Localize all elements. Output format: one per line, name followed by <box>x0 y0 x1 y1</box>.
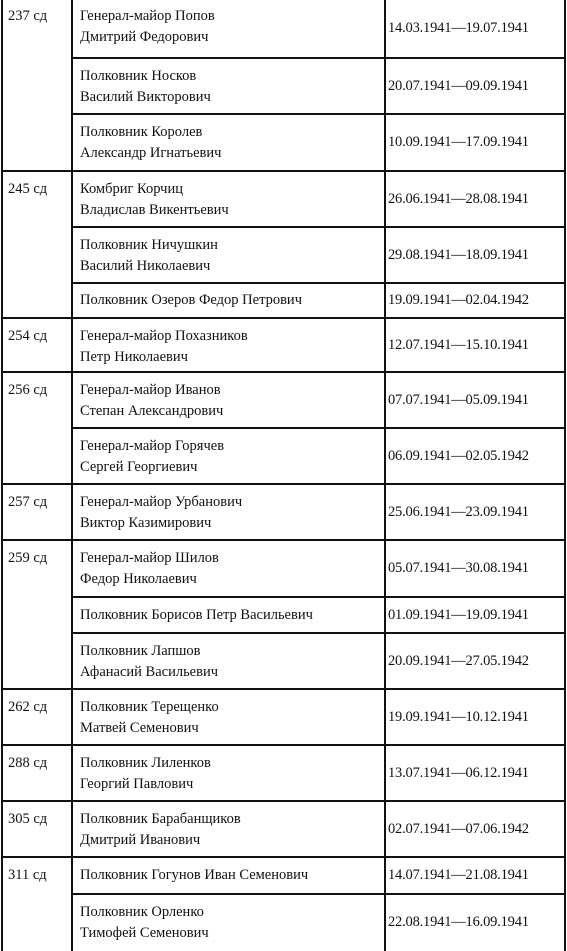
commander-name-line2: Александр Игнатьевич <box>80 145 222 161</box>
commander-name-line2: Степан Александрович <box>80 403 224 419</box>
commander-name-line2: Василий Николаевич <box>80 258 211 274</box>
unit-cell: 245 сд <box>8 181 48 197</box>
unit-cell: 305 сд <box>8 811 48 827</box>
commander-name-line1: Полковник Терещенко <box>80 699 219 715</box>
name-cell <box>72 633 385 689</box>
name-cell <box>72 689 385 745</box>
commander-name-line1: Генерал-майор Урбанович <box>80 494 243 510</box>
date-range-cell: 02.07.1941—07.06.1942 <box>388 820 529 837</box>
commander-name-line1: Полковник Гогунов Иван Семенович <box>80 867 309 883</box>
unit-column-divider <box>71 0 73 951</box>
commander-name-line2: Матвей Семенович <box>80 720 199 736</box>
unit-cell: 257 сд <box>8 494 48 510</box>
commander-name-line2: Георгий Павлович <box>80 776 194 792</box>
commander-name-line2: Дмитрий Иванович <box>80 832 201 848</box>
name-cell <box>72 484 385 540</box>
date-range-cell: 14.07.1941—21.08.1941 <box>388 867 529 883</box>
date-range-cell: 10.09.1941—17.09.1941 <box>388 134 529 150</box>
unit-cell: 311 сд <box>8 867 47 883</box>
name-cell <box>72 428 385 484</box>
unit-cell: 288 сд <box>8 755 48 771</box>
date-range-cell: 29.08.1941—18.09.1941 <box>388 246 529 263</box>
name-cell <box>72 0 385 58</box>
date-range-cell: 01.09.1941—19.09.1941 <box>388 606 529 623</box>
unit-cell: 256 сд <box>8 382 48 398</box>
commander-name-line2: Виктор Казимирович <box>80 515 212 531</box>
name-cell <box>72 540 385 597</box>
date-range-cell: 20.07.1941—09.09.1941 <box>388 77 529 94</box>
name-cell <box>72 801 385 857</box>
commander-name-line2: Сергей Георгиевич <box>80 459 198 475</box>
commander-name-line1: Полковник Лиленков <box>80 755 211 771</box>
name-cell <box>72 114 385 171</box>
date-range-cell: 19.09.1941—10.12.1941 <box>388 708 529 725</box>
commander-name-line1: Генерал-майор Похазников <box>80 328 248 344</box>
date-range-cell: 07.07.1941—05.09.1941 <box>388 391 529 408</box>
name-cell <box>72 597 385 633</box>
commander-name-line1: Комбриг Корчиц <box>80 181 183 197</box>
name-cell <box>72 283 385 318</box>
commander-name-line1: Генерал-майор Горячев <box>80 438 225 454</box>
date-range-cell: 14.03.1941—19.07.1941 <box>388 19 529 36</box>
date-range-cell: 05.07.1941—30.08.1941 <box>388 560 529 576</box>
commander-name-line2: Федор Николаевич <box>80 571 197 587</box>
right-border <box>564 0 566 951</box>
name-cell <box>72 372 385 428</box>
name-cell <box>72 745 385 801</box>
commander-name-line1: Полковник Борисов Петр Васильевич <box>80 607 313 623</box>
commander-name-line2: Афанасий Васильевич <box>80 664 219 680</box>
commander-name-line1: Полковник Лапшов <box>80 643 201 659</box>
commander-name-line1: Генерал-майор Иванов <box>80 382 221 398</box>
commander-name-line1: Генерал-майор Попов <box>80 8 215 24</box>
name-cell <box>72 894 385 951</box>
commander-name-line2: Дмитрий Федорович <box>80 29 209 45</box>
unit-cell: 254 сд <box>8 328 48 344</box>
name-cell <box>72 227 385 283</box>
commander-name-line1: Полковник Ничушкин <box>80 237 218 253</box>
commander-name-line1: Генерал-майор Шилов <box>80 550 219 566</box>
name-cell <box>72 58 385 114</box>
date-range-cell: 19.09.1941—02.04.1942 <box>388 292 529 308</box>
commander-name-line2: Петр Николаевич <box>80 349 188 365</box>
date-range-cell: 20.09.1941—27.05.1942 <box>388 652 529 669</box>
name-cell <box>72 857 385 894</box>
commander-name-line1: Полковник Носков <box>80 68 197 84</box>
name-cell <box>72 318 385 372</box>
commander-name-line1: Полковник Орленко <box>80 904 204 920</box>
unit-cell: 237 сд <box>8 8 48 24</box>
commander-name-line2: Владислав Викентьевич <box>80 202 229 218</box>
commander-name-line1: Полковник Озеров Федор Петрович <box>80 292 302 308</box>
commander-name-line2: Василий Викторович <box>80 89 211 105</box>
date-range-cell: 22.08.1941—16.09.1941 <box>388 914 529 930</box>
unit-cell: 259 сд <box>8 550 48 566</box>
commander-name-line1: Полковник Барабанщиков <box>80 811 241 827</box>
date-column-divider <box>384 0 386 951</box>
unit-cell: 262 сд <box>8 699 48 715</box>
date-range-cell: 06.09.1941—02.05.1942 <box>388 447 529 464</box>
date-range-cell: 26.06.1941—28.08.1941 <box>388 190 529 207</box>
left-border <box>1 0 3 951</box>
name-cell <box>72 171 385 227</box>
date-range-cell: 25.06.1941—23.09.1941 <box>388 503 529 520</box>
date-range-cell: 12.07.1941—15.10.1941 <box>388 336 529 353</box>
commander-name-line2: Тимофей Семенович <box>80 925 209 941</box>
commander-name-line1: Полковник Королев <box>80 124 203 140</box>
date-range-cell: 13.07.1941—06.12.1941 <box>388 764 529 781</box>
